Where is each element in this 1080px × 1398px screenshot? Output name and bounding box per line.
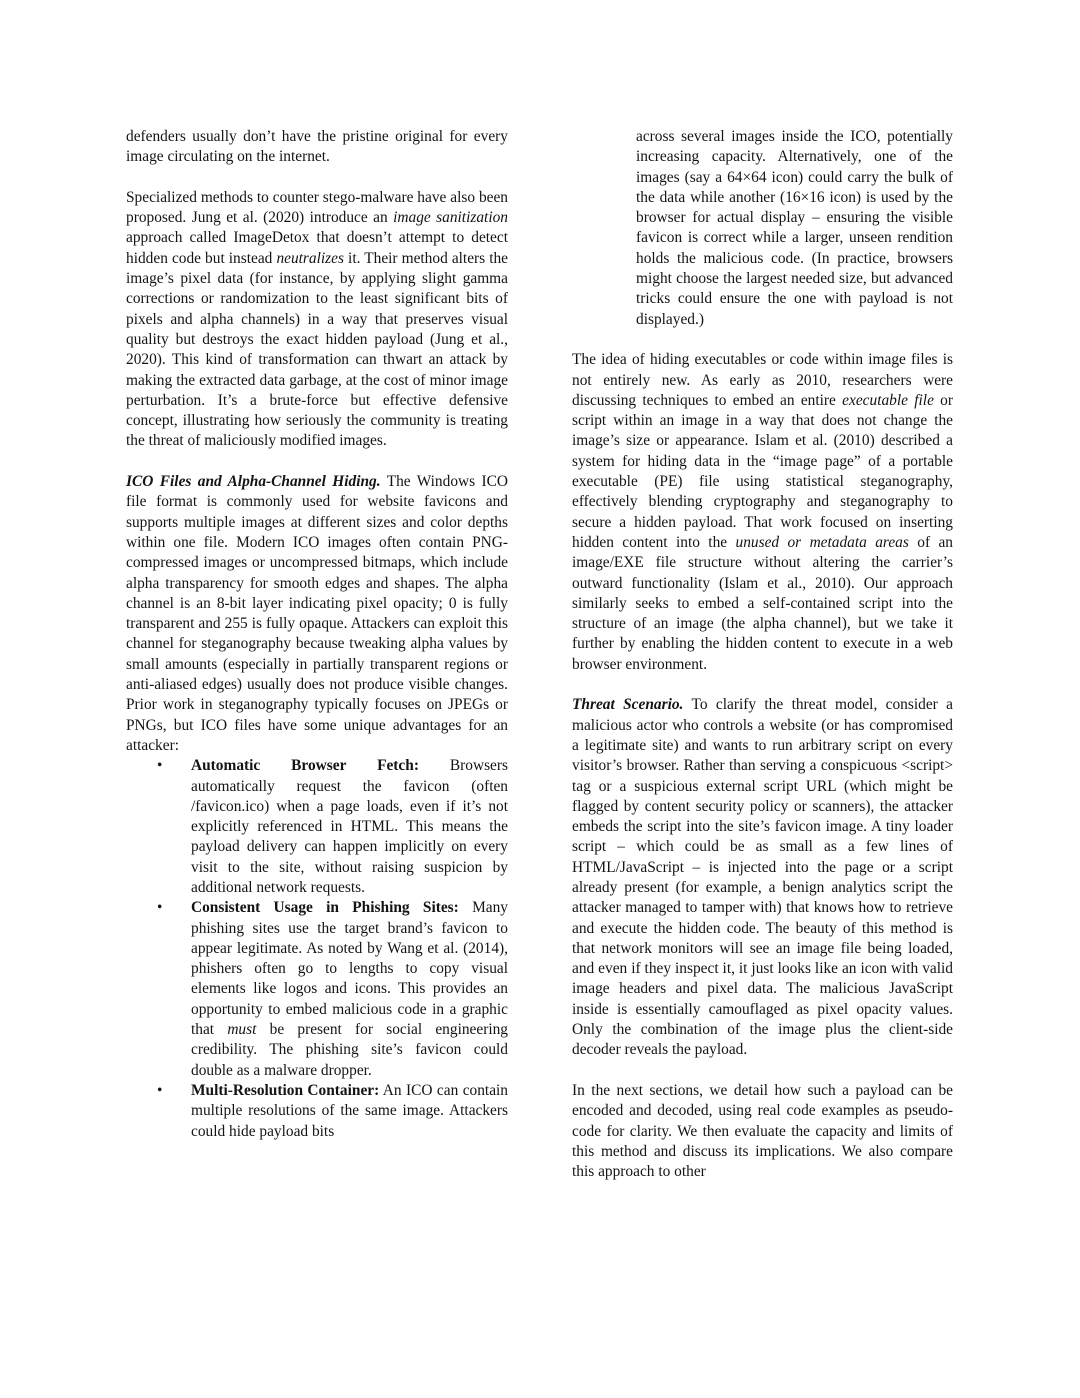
emphasis-must: must [227, 1021, 257, 1039]
text-run: To clarify the threat model, consider a malicious actor who controls a website (or has compromised a legitimate site) and wants to run arbitrary script on every visitor’s browser. Rather than serving a conspicuous <script> tag or a suspicious external script URL (which might be flagged by content security policy or scanners), the attacker embeds the script into the site’s favicon image. A tiny loader script – which could be as small as a few lines of HTML/JavaScript – is injected into the page or a script already present (for example, a benign analytics script the attacker managed to tamper with) that knows how to retrieve and execute the hidden code. The beauty of this method is that network monitors will see an image file being loaded, and even if they inspect it, it just looks like an icon with valid image headers and pixel data. The malicious JavaScript inside is essentially camouflaged as pixel opacity values. Only the combination of the image plus the client-side decoder reveals the payload. [572, 696, 953, 1059]
emphasis-executable-file: executable file [842, 391, 934, 409]
bullet-icon: • [157, 899, 163, 917]
emphasis-unused-areas: unused or metadata areas [735, 533, 909, 551]
bullet-text: Many phishing sites use the target brand’s favicon to appear legitimate. As noted by Wang et al. (2014), phishers often go to lengths to copy visual elements like logos and icons. This provides an opportunity to embed malicious code in a graphic that [191, 899, 508, 1039]
paragraph-sanitization [126, 188, 508, 452]
bullet-continuation: across several images inside the ICO, potentially increasing capacity. Alternatively, one of the images (say a 64×64 icon) could carry the bulk of the data while another (16×16 icon) is used by the browser for actual display – ensuring the visible favicon is correct while a larger, unseen rendition holds the malicious code. (In practice, browsers might choose the largest needed size, but advanced tricks could ensure the one with payload is not displayed.) [636, 128, 953, 328]
list-item [157, 1081, 508, 1142]
bullet-text: Browsers automatically request the favicon (often /favicon.ico) when a page loads, even if it’s not explicitly referenced in HTML. This means the payload delivery can happen implicitly on every visit to the site, without raising suspicion by additional network requests. [191, 757, 508, 896]
right-column [572, 127, 953, 1203]
left-column [126, 127, 508, 1142]
section-heading-ico-files: ICO Files and Alpha-Channel Hiding. [126, 473, 381, 491]
section-heading-threat-scenario: Threat Scenario. [572, 696, 684, 714]
text-run: The Windows ICO file format is commonly used for website favicons and supports multiple images at different sizes and color depths within one file. Modern ICO images often contain PNG-compressed images or uncompressed bitmaps, which include alpha transparency for smooth edges and shapes. The alpha channel is an 8-bit layer indicating pixel opacity; 0 is fully transparent and 255 is fully opaque. Attackers can exploit this channel for steganography because tweaking alpha values by small amounts (especially in partially transparent regions or anti-aliased edges) usually does not produce visible changes. Prior work in steganography typically focuses on JPEGs or PNGs, but ICO files have some unique advantages for an attacker: [126, 473, 509, 754]
paragraph-ico-files [126, 472, 508, 756]
paragraph-continuation: defenders usually don’t have the pristine original for every image circulating on the internet. [126, 128, 508, 166]
emphasis-image-sanitization: image sanitization [393, 209, 508, 227]
text-run: Specialized methods to counter stego-malware have also been proposed. Jung et al. (2020) introduce an [126, 188, 508, 227]
list-item [157, 756, 508, 898]
text-run: of an image/EXE file structure without altering the carrier’s outward functionality (Islam et al., 2010). Our approach similarly seeks to embed a self-contained script into the structure of an image (the alpha channel), but we take it further by enabling the hidden content to execute in a web browser environment. [572, 533, 954, 673]
text-run: approach called ImageDetox that doesn’t attempt to detect hidden code but instead [126, 229, 508, 267]
text-run: it. Their method alters the image’s pixel data (for instance, by applying slight gamma corrections or randomization to the least significant bits of pixels and alpha channels) in a way that preserves visual quality but destroys the exact hidden payload (Jung et al., 2020). This kind of transformation can thwart an attack by making the extracted data garbage, at the cost of minor image perturbation. It’s a brute-force but effective defensive concept, illustrating how seriously the community is treating the threat of maliciously modified images. [126, 249, 509, 450]
paragraph-threat-scenario [572, 695, 953, 1060]
bullet-text: be present for social engineering credibility. The phishing site’s favicon could double as a malware dropper. [191, 1021, 508, 1079]
paragraph-next-sections: In the next sections, we detail how such a payload can be encoded and decoded, using real code examples as pseudo-code for clarity. We then evaluate the capacity and limits of this method and discuss its implications. We also compare this approach to other [572, 1081, 953, 1181]
text-run: or script within an image in a way that does not change the image’s size or appearance. Islam et al. (2010) described a system for hiding data in the “image page” of a portable executable (PE) file using statistical steganography, effectively blending cryptography and steganography to secure a hidden payload. That work focused on inserting hidden content into the [572, 391, 954, 551]
bullet-icon: • [157, 757, 163, 775]
bullet-label: Multi-Resolution Container: [191, 1081, 380, 1099]
paragraph-prior-work [572, 350, 953, 675]
list-item [157, 898, 508, 1081]
bullet-icon: • [157, 1081, 163, 1099]
advantages-list [126, 756, 508, 1142]
bullet-text: An ICO can contain multiple resolutions of the same image. Attackers could hide payload bits [191, 1081, 508, 1140]
bullet-label: Consistent Usage in Phishing Sites: [191, 899, 459, 917]
text-run: The idea of hiding executables or code within image files is not entirely new. As early as 2010, researchers were discussing techniques to embed an entire [572, 351, 953, 409]
emphasis-neutralizes: neutralizes [276, 249, 344, 267]
bullet-label: Automatic Browser Fetch: [191, 757, 419, 775]
